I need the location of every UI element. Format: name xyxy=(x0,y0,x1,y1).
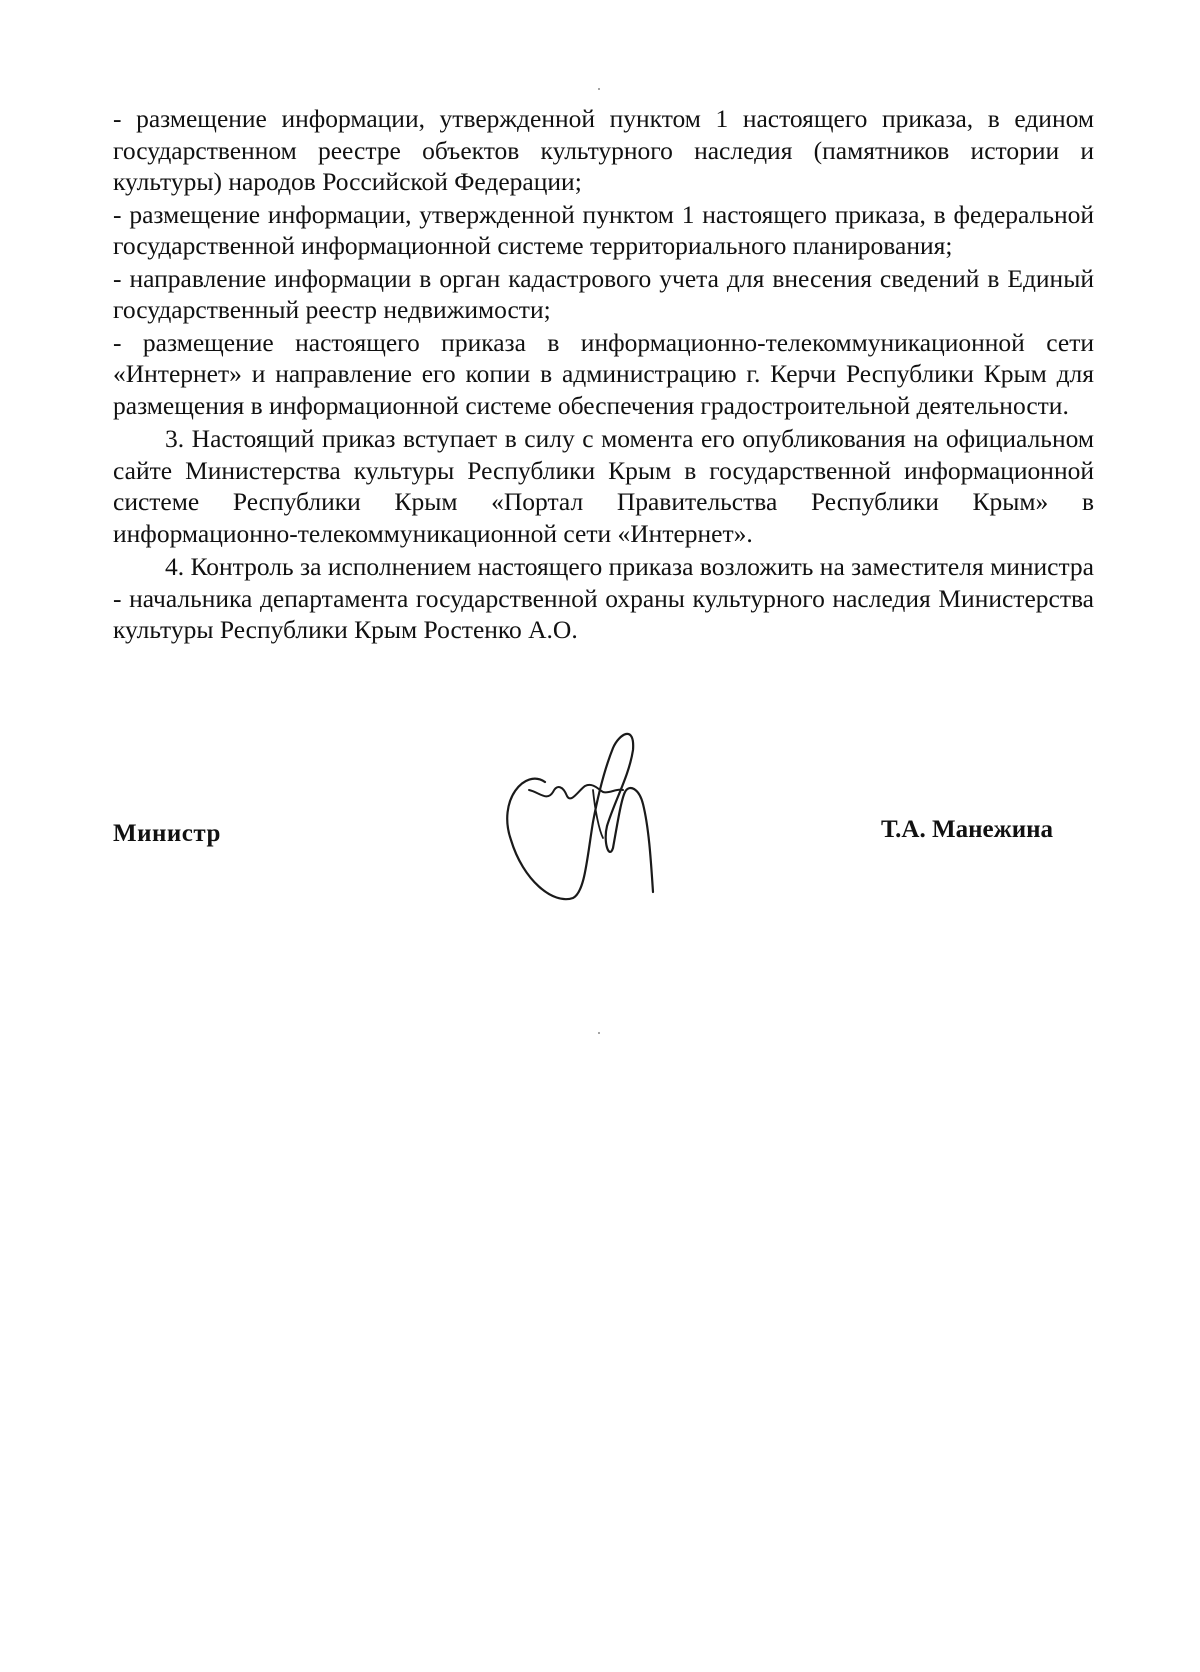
scan-speck xyxy=(598,1032,600,1034)
signature-stroke xyxy=(529,785,623,799)
signature-stroke xyxy=(507,734,653,899)
paragraph-fgis-tp-placement: - размещение информации, утвержденной пунктом 1 настоящего приказа, в федеральной государственной информационной системе территориального планирования; xyxy=(113,199,1094,260)
signatory-position: Министр xyxy=(113,820,221,847)
paragraph-internet-publication: - размещение настоящего приказа в информационно-телекоммуникационной сети «Интернет» и направление его копии в администрацию г. Керчи Республики Крым для размещения в информационной системе обеспечения градостроительной деятельности. xyxy=(113,327,1094,420)
scan-speck xyxy=(598,88,600,90)
paragraph-item-3-effective-date: 3. Настоящий приказ вступает в силу с момента его опубликования на официальном сайте Министерства культуры Республики Крым в государственной информационной системе Республики Крым «Портал Правительства Республики Крым» в информационно-телекоммуникационной сети «Интернет». xyxy=(113,424,1094,548)
paragraph-egrokn-placement: - размещение информации, утвержденной пунктом 1 настоящего приказа, в едином государственном реестре объектов культурного наследия (памятников истории и культуры) народов Российской Федерации; xyxy=(113,104,1094,196)
signatory-name: Т.А. Манежина xyxy=(881,816,1054,843)
document-body xyxy=(113,103,1094,646)
handwritten-signature xyxy=(505,730,705,950)
paragraph-item-4-control: 4. Контроль за исполнением настоящего приказа возложить на заместителя министра - начальника департамента государственной охраны культурного наследия Министерства культуры Республики Крым Ростенко А.О. xyxy=(113,552,1094,644)
paragraph-cadastral-submission: - направление информации в орган кадастрового учета для внесения сведений в Единый государственный реестр недвижимости; xyxy=(113,263,1094,324)
